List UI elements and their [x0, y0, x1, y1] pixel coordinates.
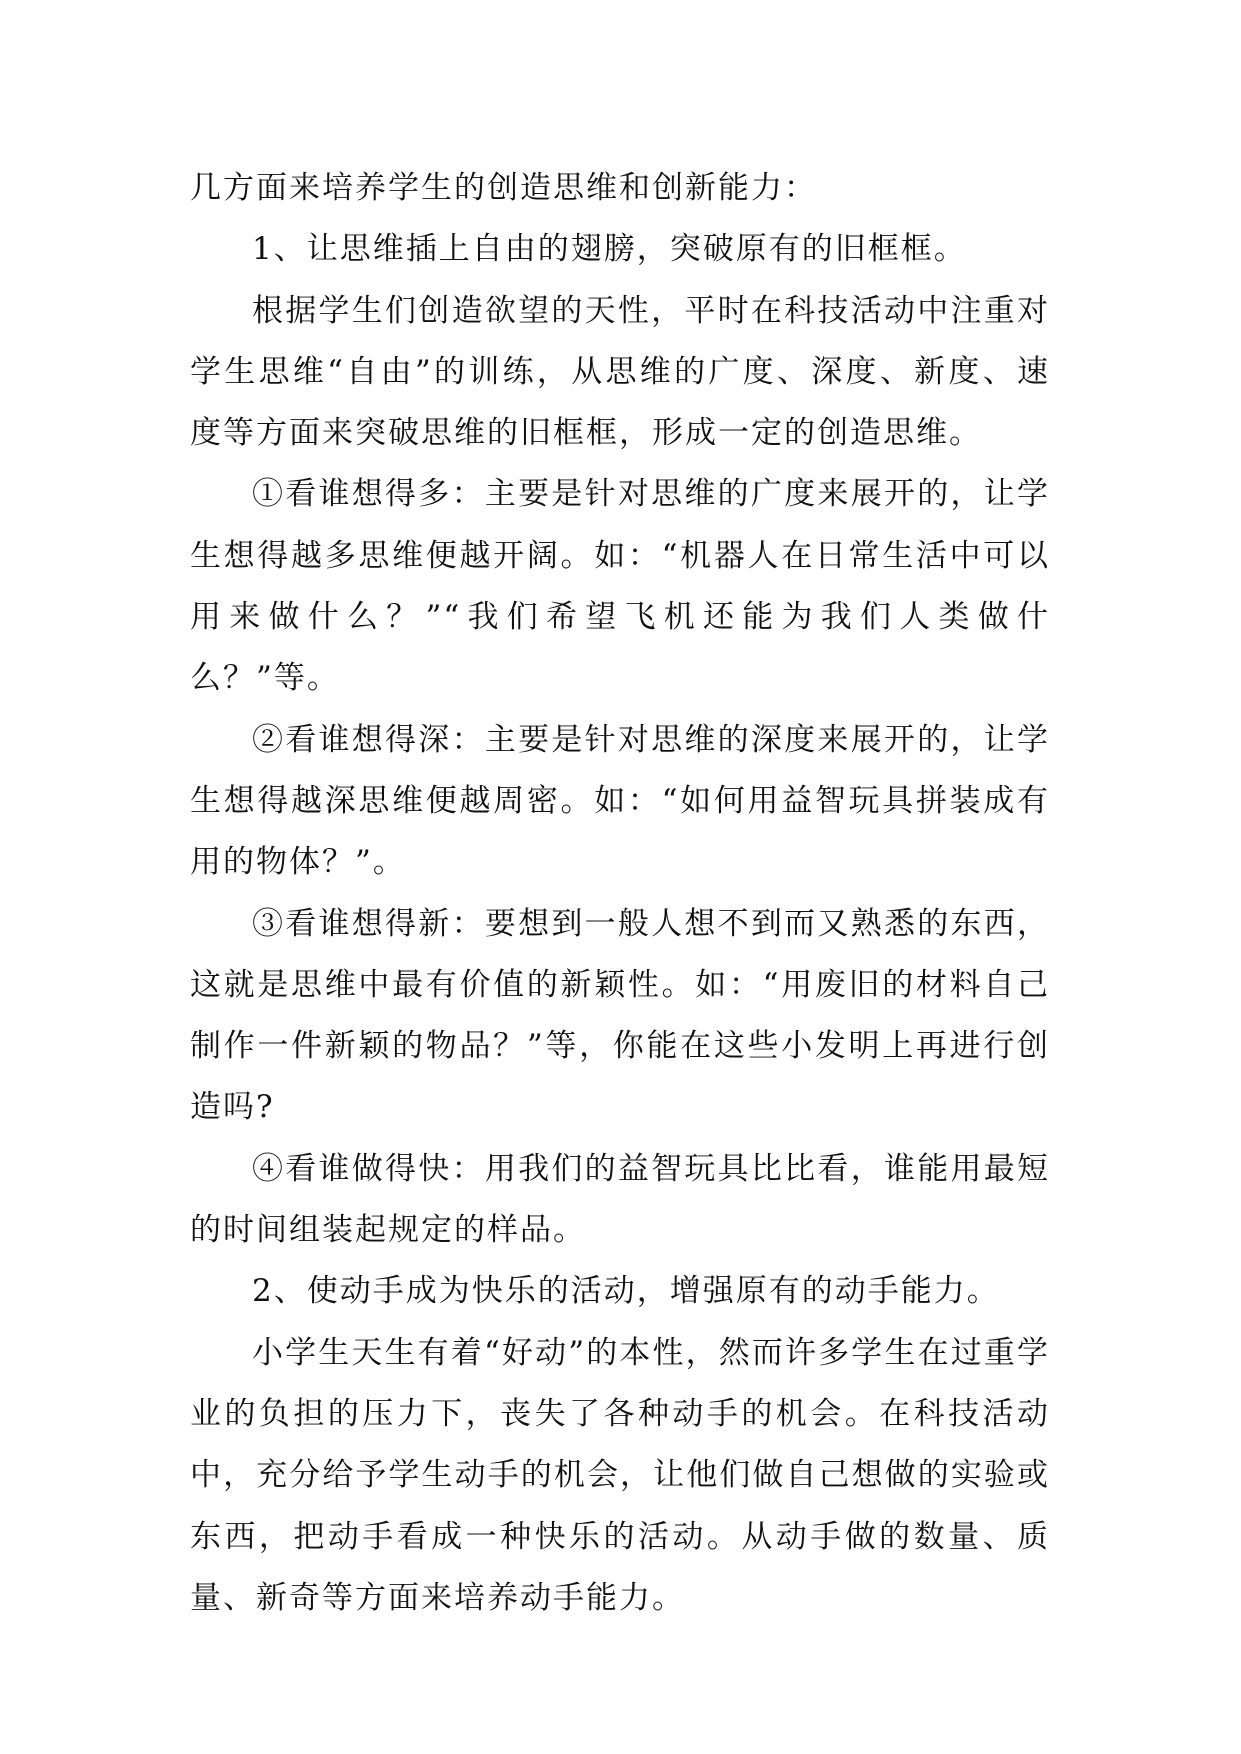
paragraph-item-3: ③看谁想得新：要想到一般人想不到而又熟悉的东西，这就是思维中最有价值的新颖性。如：“用废旧的材料自己制作一件新颖的物品？”等，你能在这些小发明上再进行创造吗?: [190, 905, 1050, 1126]
paragraph-intro: 几方面来培养学生的创造思维和创新能力：: [190, 170, 817, 206]
paragraph-item-4: ④看谁做得快：用我们的益智玩具比比看，谁能用最短的时间组装起规定的样品。: [190, 1150, 1050, 1249]
paragraph-item-1: ①看谁想得多：主要是针对思维的广度来展开的，让学生想得越多思维便越开阔。如：“机器人在日常生活中可以用来做什么？”“我们希望飞机还能为我们人类做什么？”等。: [190, 476, 1050, 697]
paragraph-item-2: ②看谁想得深：主要是针对思维的深度来展开的，让学生想得越深思维便越周密。如：“如何用益智玩具拼装成有用的物体？”。: [190, 721, 1050, 881]
document-body: [190, 158, 1050, 1629]
paragraph-body: 根据学生们创造欲望的天性，平时在科技活动中注重对学生思维“自由”的训练，从思维的广度、深度、新度、速度等方面来突破思维的旧框框，形成一定的创造思维。: [190, 292, 1050, 452]
paragraph-heading-2: 2、使动手成为快乐的活动，增强原有的动手能力。: [252, 1273, 1000, 1310]
paragraph-body: 小学生天生有着“好动”的本性，然而许多学生在过重学业的负担的压力下，丧失了各种动手的机会。在科技活动中，充分给予学生动手的机会，让他们做自己想做的实验或东西，把动手看成一种快乐的活动。从动手做的数量、质量、新奇等方面来培养动手能力。: [190, 1334, 1050, 1616]
paragraph-heading-1: 1、让思维插上自由的翅膀，突破原有的旧框框。: [252, 231, 967, 268]
